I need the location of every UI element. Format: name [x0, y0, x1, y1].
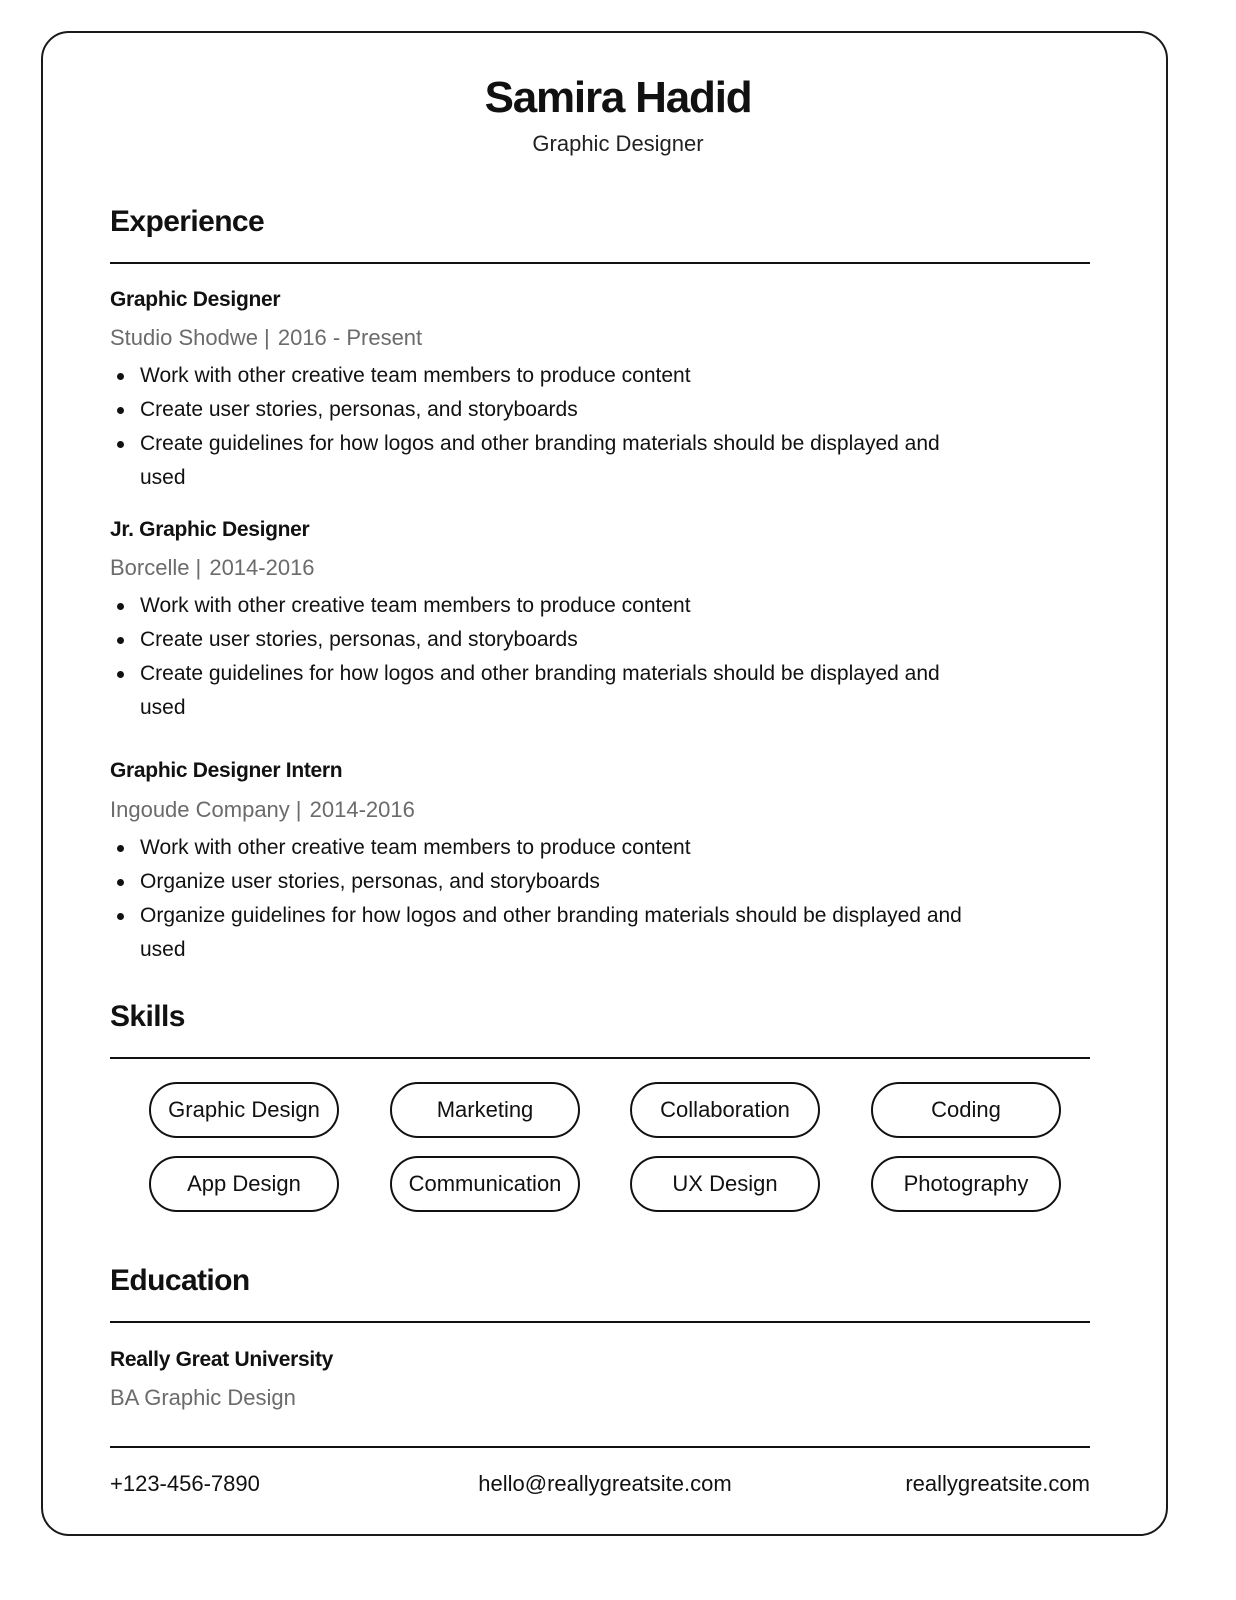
skill-tag-marketing: Marketing: [390, 1082, 580, 1138]
job-company: Borcelle: [110, 555, 190, 580]
job-bullet: Create guidelines for how logos and other branding materials should be displayed and used: [110, 657, 970, 725]
job-bullet: Organize guidelines for how logos and other branding materials should be displayed and used: [110, 899, 970, 967]
contact-phone: +123-456-7890: [110, 1471, 260, 1496]
skill-tag-communication: Communication: [390, 1156, 580, 1212]
job-title: Graphic Designer: [110, 288, 281, 311]
job-meta: Ingoude Company | 2014-2016: [110, 797, 415, 822]
job-bullet: Work with other creative team members to produce content: [110, 359, 970, 393]
job-meta: Studio Shodwe | 2016 - Present: [110, 325, 423, 350]
job-bullet: Create user stories, personas, and storyboards: [110, 623, 970, 657]
job-bullet: Create guidelines for how logos and other branding materials should be displayed and used: [110, 427, 970, 495]
experience-divider: [110, 262, 1090, 264]
job-company: Ingoude Company: [110, 797, 290, 822]
education-divider: [110, 1321, 1090, 1323]
job-bullet-list: [110, 831, 970, 967]
skill-tag-app-design: App Design: [149, 1156, 339, 1212]
job-meta: Borcelle | 2014-2016: [110, 555, 315, 580]
job-company: Studio Shodwe: [110, 325, 258, 350]
job-bullet: Organize user stories, personas, and storyboards: [110, 865, 970, 899]
education-degree: BA Graphic Design: [110, 1385, 296, 1410]
job-bullet-list: [110, 589, 970, 725]
job-bullet: Work with other creative team members to produce content: [110, 831, 970, 865]
contact-email: hello@reallygreatsite.com: [478, 1471, 732, 1496]
resume-name: Samira Hadid: [484, 73, 752, 122]
job-bullet-list: [110, 359, 970, 495]
skill-tag-ux-design: UX Design: [630, 1156, 820, 1212]
skill-tag-photography: Photography: [871, 1156, 1061, 1212]
experience-heading: Experience: [110, 205, 265, 238]
skill-tag-graphic-design: Graphic Design: [149, 1082, 339, 1138]
job-bullet: Work with other creative team members to produce content: [110, 589, 970, 623]
job-title: Jr. Graphic Designer: [110, 518, 310, 541]
skill-tag-collaboration: Collaboration: [630, 1082, 820, 1138]
education-school: Really Great University: [110, 1348, 334, 1371]
contact-website: reallygreatsite.com: [905, 1471, 1090, 1496]
education-heading: Education: [110, 1264, 250, 1297]
job-period: 2014-2016: [209, 555, 315, 580]
job-title: Graphic Designer Intern: [110, 759, 343, 782]
skills-heading: Skills: [110, 1000, 185, 1033]
resume-role: Graphic Designer: [532, 131, 704, 156]
skills-divider: [110, 1057, 1090, 1059]
skill-tag-coding: Coding: [871, 1082, 1061, 1138]
job-period: 2016 - Present: [277, 325, 423, 350]
footer-divider: [110, 1446, 1090, 1448]
job-bullet: Create user stories, personas, and storyboards: [110, 393, 970, 427]
job-period: 2014-2016: [309, 797, 415, 822]
